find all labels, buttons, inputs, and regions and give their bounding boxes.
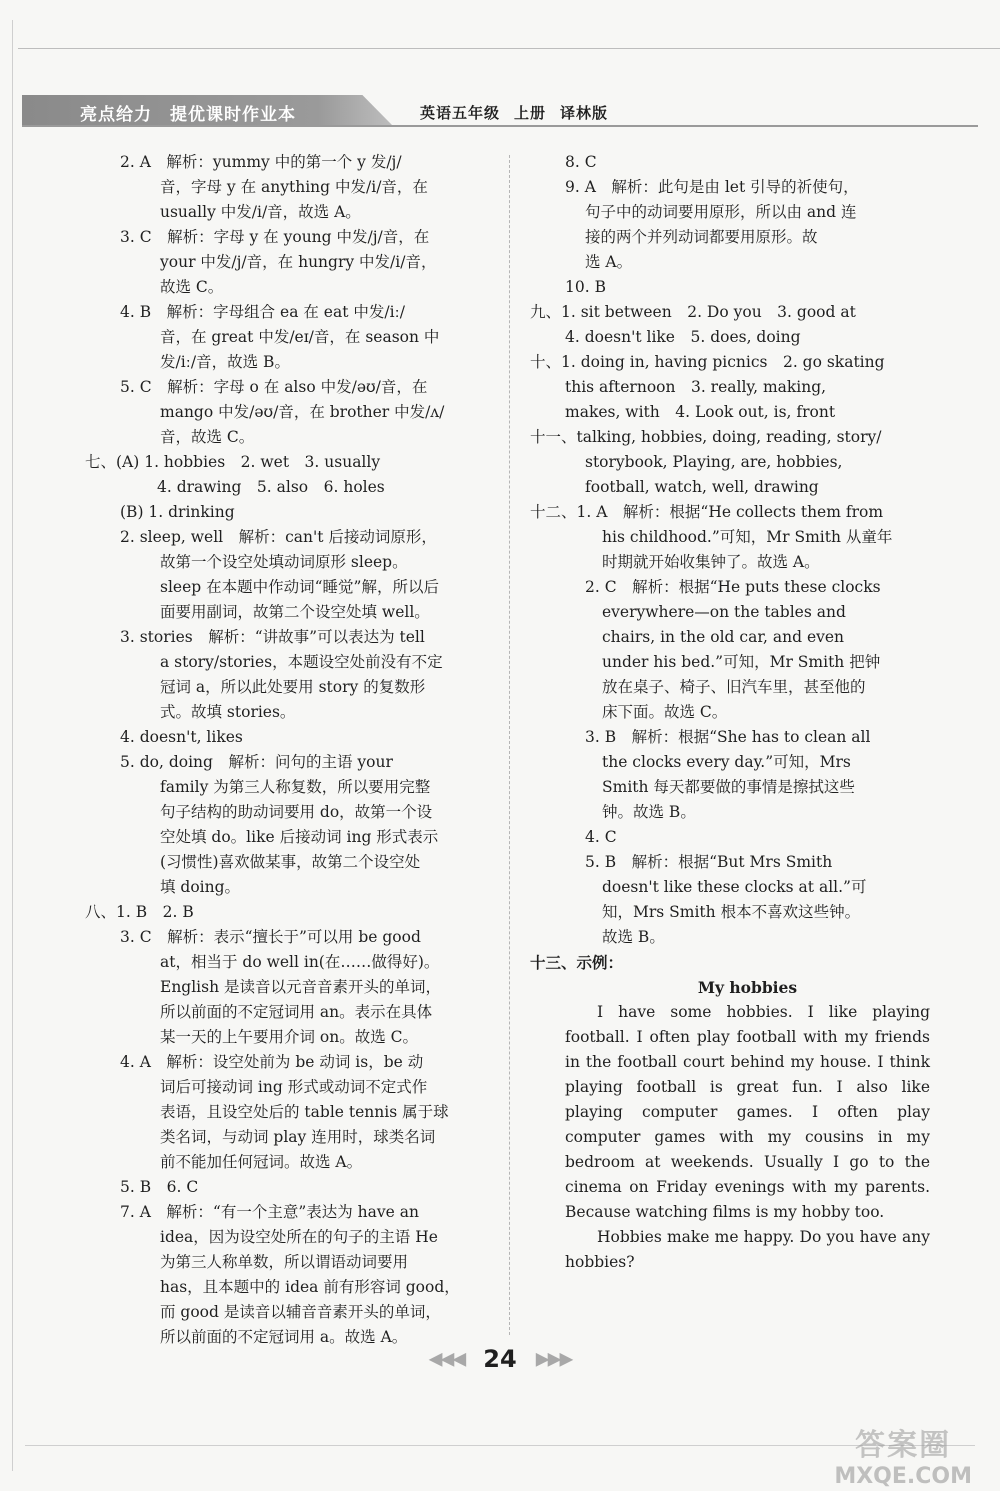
section-11-heading: 十一、talking, hobbies, doing, reading, story/ <box>530 428 882 446</box>
answer-line: makes, with 4. Look out, is, front <box>565 403 836 421</box>
answer-line: mango 中发/əʊ/音，在 brother 中发/ʌ/ <box>160 403 445 421</box>
subject-grade: 英语五年级 <box>420 104 501 122</box>
answer-line: this afternoon 3. really, making, <box>565 378 827 396</box>
answer-line: 填 doing。 <box>160 878 241 896</box>
answer-line: everywhere—on the tables and <box>602 603 846 621</box>
watermark-url: MXQE.COM <box>834 1464 972 1489</box>
answer-line: 钟。故选 B。 <box>602 803 696 821</box>
answer-line: the clocks every day.”可知，Mrs <box>602 753 851 771</box>
answer-line: 5. B 解析：根据“But Mrs Smith <box>585 853 833 871</box>
answer-line: 故选 C。 <box>160 278 224 296</box>
answer-line: a story/stories，本题设空处前没有不定 <box>160 653 443 671</box>
page-footer <box>0 1345 1000 1373</box>
section-8-heading: 八、1. B 2. B <box>85 903 194 921</box>
answer-line: Smith 每天都要做的事情是擦拭这些 <box>602 778 855 796</box>
answer-line: 句子中的动词要用原形，所以由 and 连 <box>585 203 857 221</box>
answer-line: 选 A。 <box>585 253 633 271</box>
section-9-heading: 九、1. sit between 2. Do you 3. good at <box>530 303 856 321</box>
answer-line: idea，因为设空处所在的句子的主语 He <box>160 1228 438 1246</box>
answer-line: family 为第三人称复数，所以要用完整 <box>160 778 431 796</box>
answer-line: English 是读音以元音音素开头的单词， <box>160 978 441 996</box>
answer-line: 放在桌子、椅子、旧汽车里，甚至他的 <box>602 678 866 696</box>
right-column <box>530 150 930 1275</box>
answer-line: 9. A 解析：此句是由 let 引导的祈使句， <box>565 178 859 196</box>
answer-line: 冠词 a，所以此处要用 story 的复数形 <box>160 678 426 696</box>
essay-paragraph: Hobbies make me happy. Do you have any hobbies? <box>565 1228 930 1271</box>
answer-line: doesn't like these clocks at all.”可 <box>602 878 867 896</box>
subject-volume: 上册 <box>514 104 547 122</box>
watermark <box>834 1420 972 1489</box>
answer-line: your 中发/j/音，在 hungry 中发/i/音， <box>160 253 437 271</box>
answer-line: 而 good 是读音以辅音音素开头的单词， <box>160 1303 441 1321</box>
answer-line: 时期就开始收集钟了。故选 A。 <box>602 553 820 571</box>
answer-line: 5. B 6. C <box>120 1178 199 1196</box>
answer-line: under his bed.”可知，Mr Smith 把钟 <box>602 653 881 671</box>
answer-line: 4. A 解析：设空处前为 be 动词 is，be 动 <box>120 1053 424 1071</box>
answer-line: 前不能加任何冠词。故选 A。 <box>160 1153 363 1171</box>
answer-line: 故第一个设空处填动词原形 sleep。 <box>160 553 408 571</box>
answer-line: 某一天的上午要用介词 on。故选 C。 <box>160 1028 419 1046</box>
answer-line: 面要用副词，故第二个设空处填 well。 <box>160 603 430 621</box>
left-arrows-icon: ◀◀◀ <box>428 1348 465 1370</box>
answer-line: 10. B <box>565 278 606 296</box>
answer-line: 床下面。故选 C。 <box>602 703 728 721</box>
answer-line: 故选 B。 <box>602 928 665 946</box>
answer-line: 5. C 解析：字母 o 在 also 中发/əʊ/音，在 <box>120 378 428 396</box>
answer-line: at，相当于 do well in(在……做得好)。 <box>160 953 440 971</box>
answer-line: has，且本题中的 idea 前有形容词 good， <box>160 1278 460 1296</box>
column-divider <box>509 155 510 1335</box>
answer-line: his childhood.”可知，Mr Smith 从童年 <box>602 528 893 546</box>
answer-line: 3. C 解析：字母 y 在 young 中发/j/音，在 <box>120 228 430 246</box>
answer-line: 4. doesn't, likes <box>120 728 243 746</box>
right-arrows-icon: ▶▶▶ <box>535 1348 572 1370</box>
brand-name: 亮点给力 <box>80 105 152 125</box>
answer-line: 4. B 解析：字母组合 ea 在 eat 中发/iː/ <box>120 303 405 321</box>
answer-line: 知，Mrs Smith 根本不喜欢这些钟。 <box>602 903 861 921</box>
answer-line: 音，在 great 中发/eɪ/音，在 season 中 <box>160 328 440 346</box>
section-7-heading: 七、(A) 1. hobbies 2. wet 3. usually <box>85 453 381 471</box>
answer-line: 为第三人称单数，所以谓语动词要用 <box>160 1253 409 1271</box>
section-10-heading: 十、1. doing in, having picnics 2. go skating <box>530 353 885 371</box>
answer-line: 3. C 解析：表示“擅长于”可以用 be good <box>120 928 421 946</box>
answer-line: 所以前面的不定冠词用 a。故选 A。 <box>160 1328 408 1346</box>
subject-edition: 译林版 <box>560 104 609 122</box>
answer-line: 接的两个并列动词都要用原形。故 <box>585 228 818 246</box>
answer-line: 4. doesn't like 5. does, doing <box>565 328 801 346</box>
essay-paragraph: I have some hobbies. I like playing football. I often play football with my friends in the football court behind my house. I think playing football is great fun. I also like playing computer games. I often play computer games with my cousins in my bedroom at weekends. Usually I go to the cinema on Friday evenings with my parents. Because watching films is my hobby too. <box>565 1003 930 1221</box>
answer-line: 5. do, doing 解析：问句的主语 your <box>120 753 393 771</box>
answer-line: (习惯性)喜欢做某事，故第二个设空处 <box>160 853 421 871</box>
answer-line: storybook, Playing, are, hobbies, <box>585 453 843 471</box>
answer-line: 音，故选 C。 <box>160 428 255 446</box>
answer-line: 2. A 解析：yummy 中的第一个 y 发/j/ <box>120 153 402 171</box>
answer-line: 所以前面的不定冠词用 an。表示在具体 <box>160 1003 433 1021</box>
essay-title: My hobbies <box>697 978 798 997</box>
subject-info <box>420 102 622 123</box>
watermark-logo-text: 答案圈 <box>855 1428 952 1463</box>
answer-line: usually 中发/i/音，故选 A。 <box>160 203 361 221</box>
answer-line: 4. drawing 5. also 6. holes <box>157 478 385 496</box>
page-number: 24 <box>483 1345 517 1373</box>
answer-line: 4. C <box>585 828 617 846</box>
answer-line: 7. A 解析：“有一个主意”表达为 have an <box>120 1203 419 1221</box>
answer-line: football, watch, well, drawing <box>585 478 819 496</box>
answer-line: 8. C <box>565 153 597 171</box>
answer-line: 类名词，与动词 play 连用时，球类名词 <box>160 1128 436 1146</box>
answer-line: 句子结构的助动词要用 do，故第一个设 <box>160 803 433 821</box>
answer-line: 音，字母 y 在 anything 中发/i/音，在 <box>160 178 428 196</box>
answer-line: 2. sleep, well 解析：can't 后接动词原形， <box>120 528 437 546</box>
bottom-rule <box>25 1445 975 1446</box>
answer-line: 词后可接动词 ing 形式或动词不定式作 <box>160 1078 428 1096</box>
series-name: 提优课时作业本 <box>170 105 296 125</box>
brand-title <box>80 100 314 125</box>
answer-line: 发/iː/音，故选 B。 <box>160 353 290 371</box>
answer-line: (B) 1. drinking <box>120 503 235 521</box>
header-rule <box>22 125 978 127</box>
answer-line: 3. stories 解析：“讲故事”可以表达为 tell <box>120 628 425 646</box>
left-column <box>85 150 490 1350</box>
answer-line: 表语，且设空处后的 table tennis 属于球 <box>160 1103 449 1121</box>
section-12-heading: 十二、1. A 解析：根据“He collects them from <box>530 503 884 521</box>
answer-line: 2. C 解析：根据“He puts these clocks <box>585 578 881 596</box>
section-13-heading: 十三、示例： <box>530 953 624 972</box>
answer-line: 空处填 do。like 后接动词 ing 形式表示 <box>160 828 439 846</box>
answer-line: sleep 在本题中作动词“睡觉”解，所以后 <box>160 578 439 596</box>
answer-line: 式。故填 stories。 <box>160 703 296 721</box>
essay-body <box>530 1000 930 1275</box>
answer-line: chairs, in the old car, and even <box>602 628 845 646</box>
answer-line: 3. B 解析：根据“She has to clean all <box>585 728 871 746</box>
top-rule <box>18 48 1000 49</box>
page-edge <box>12 20 13 1471</box>
